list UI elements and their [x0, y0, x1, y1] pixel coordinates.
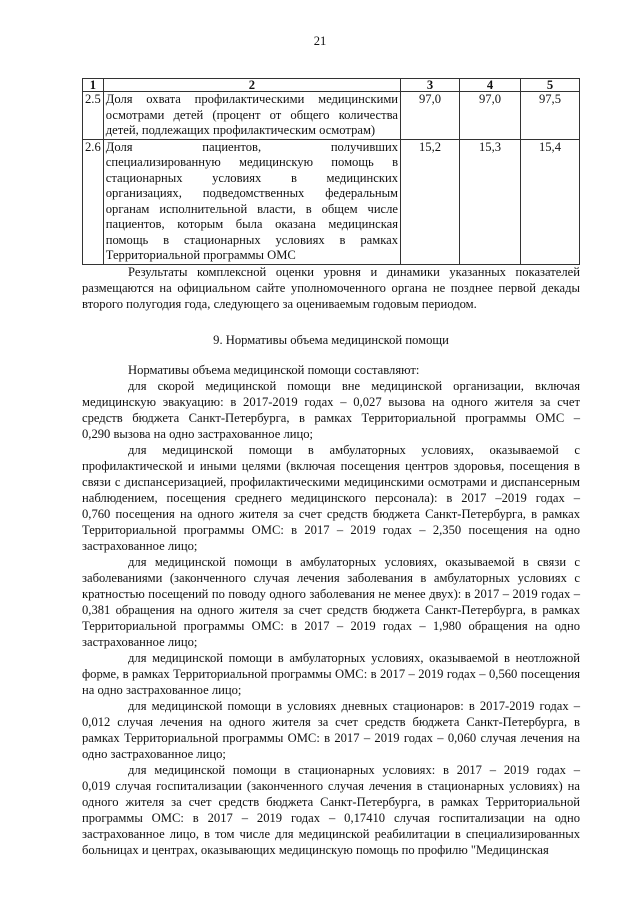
text-line: на одно застрахованное лицо; [82, 683, 242, 697]
text-line: органам исполнительной власти, в общем числе [105, 201, 399, 216]
text-line: помощь в стационарных условиях в рамках [105, 232, 399, 247]
table-header-cell: 1 [83, 79, 104, 92]
table-header-cell: 2 [103, 79, 400, 92]
text-line: 0,019 случая госпитализации (законченного случая лечения в стационарных условиях) на [82, 779, 580, 793]
text-line: застрахованное лицо; [82, 635, 198, 649]
value-cell: 97,5 [520, 92, 579, 140]
text-line: для медицинской помощи в стационарных условиях: в 2017 – 2019 годах – [128, 763, 580, 777]
text-line: Нормативы объема медицинской помощи составляют: [128, 363, 420, 377]
value-cell: 97,0 [460, 92, 521, 140]
row-id-cell: 2.6 [83, 139, 104, 264]
text-line: для медицинской помощи в амбулаторных условиях, оказываемой в неотложной [128, 651, 580, 665]
table-header-cell: 3 [401, 79, 460, 92]
value-cell: 15,3 [460, 139, 521, 264]
text-line: средств бюджета Санкт-Петербурга, в рамках Территориальной программы ОМС – [82, 411, 580, 425]
text-line: наблюдением, посещения среднего медицинского персонала): в 2017 –2019 годах – [82, 491, 580, 505]
text-line: пациентов, которым была оказана медицинская [105, 217, 399, 231]
section-heading: 9. Нормативы объема медицинской помощи [213, 333, 449, 347]
text-line: осмотрами детей (процент от общего количества [105, 107, 399, 122]
text-line: застрахованное лицо; [82, 539, 198, 553]
text-line: программы ОМС: в 2017 – 2019 годах – 0,17410 случая госпитализации на одно [82, 811, 580, 825]
text-line: рамках Территориальной программы ОМС: в 2017 – 2019 годах – 0,060 случая лечения на [82, 731, 580, 745]
text-line: 0,760 посещения на одного жителя за счет средств бюджета Санкт-Петербурга, в рамках [82, 507, 580, 521]
text-line: для медицинской помощи в амбулаторных условиях, оказываемой с [128, 443, 580, 457]
paragraph [82, 554, 580, 650]
text-line: связи с диспансеризацией, профилактическими медицинскими осмотрами и диспансерным [82, 475, 580, 489]
table-header-row [83, 79, 580, 92]
text-line: 0,012 случая лечения на одного жителя за счет средств бюджета Санкт-Петербурга, в [82, 715, 580, 729]
indicators-table [82, 78, 580, 265]
text-line: Территориальной программы ОМС: в 2017 – 2019 годах – 2,350 посещения на одно [82, 523, 580, 537]
page-number: 21 [313, 34, 327, 48]
paragraph [82, 378, 580, 442]
section-body [82, 362, 580, 858]
text-line: застрахованное лицо, в том числе для медицинской реабилитации в специализированных [82, 827, 580, 841]
paragraph [82, 442, 580, 554]
text-line: профилактической и иными целями (включая посещения центров здоровья, посещения в [82, 459, 580, 473]
text-line: организациях, подведомственных федеральным [105, 186, 399, 200]
indicator-name-cell [103, 92, 400, 140]
text-line: детей, подлежащих профилактическим осмотрам) [105, 123, 376, 137]
text-line: размещаются на официальном сайте уполномоченного органа не позднее первой декады [82, 281, 580, 295]
text-line: кратностью посещений по поводу одного заболевания не менее двух): в 2017 – 2019 годах – [82, 587, 580, 601]
value-cell: 15,4 [520, 139, 579, 264]
text-line: 0,381 обращения на одного жителя за счет средств бюджета Санкт-Петербурга, в рамках [82, 603, 580, 617]
value-cell: 97,0 [401, 92, 460, 140]
text-line: Доля пациентов, получивших [105, 139, 399, 154]
table-header-cell: 4 [460, 79, 521, 92]
text-line: второго полугодия года, следующего за оцениваемым годовым периодом. [82, 297, 477, 311]
text-line: для скорой медицинской помощи вне медицинской организации, включая [128, 379, 580, 393]
intro-paragraph [82, 264, 580, 312]
value-cell: 15,2 [401, 139, 460, 264]
text-line: для медицинской помощи в условиях дневных стационаров: в 2017-2019 годах – [128, 699, 580, 713]
text-line: специализированную медицинскую помощь в [105, 155, 399, 169]
table-row [83, 139, 580, 264]
table-row [83, 92, 580, 140]
text-line: одного жителя за счет средств бюджета Санкт-Петербурга, в рамках Территориальной [82, 795, 580, 809]
text-line: Доля охвата профилактическими медицинскими [105, 92, 399, 106]
table-header-cell: 5 [520, 79, 579, 92]
text-line: для медицинской помощи в амбулаторных условиях, оказываемой в связи с [128, 555, 580, 569]
text-line: форме, в рамках Территориальной программы ОМС: в 2017 – 2019 годах – 0,560 посещения [82, 667, 580, 681]
text-line: Результаты комплексной оценки уровня и динамики указанных показателей [128, 265, 580, 279]
text-line: больницах и центрах, оказывающих медицинскую помощь по профилю "Медицинская [82, 843, 549, 857]
text-line: 0,290 вызова на одно застрахованное лицо; [82, 427, 314, 441]
text-line: заболеваниями (законченного случая лечения заболевания в амбулаторных условиях с [82, 571, 580, 585]
text-line: Территориальной программы ОМС [105, 248, 296, 262]
indicator-name-cell [103, 139, 400, 264]
paragraph [82, 362, 580, 378]
paragraph [82, 650, 580, 698]
paragraph [82, 698, 580, 762]
paragraph [82, 762, 580, 858]
text-line: одно застрахованное лицо; [82, 747, 226, 761]
text-line: Территориальной программы ОМС: в 2017 – 2019 годах – 1,980 обращения на одно [82, 619, 580, 633]
text-line: стационарных условиях в медицинских [105, 170, 399, 185]
row-id-cell: 2.5 [83, 92, 104, 140]
text-line: медицинскую эвакуацию: в 2017-2019 годах – 0,027 вызова на одного жителя за счет [82, 395, 580, 409]
